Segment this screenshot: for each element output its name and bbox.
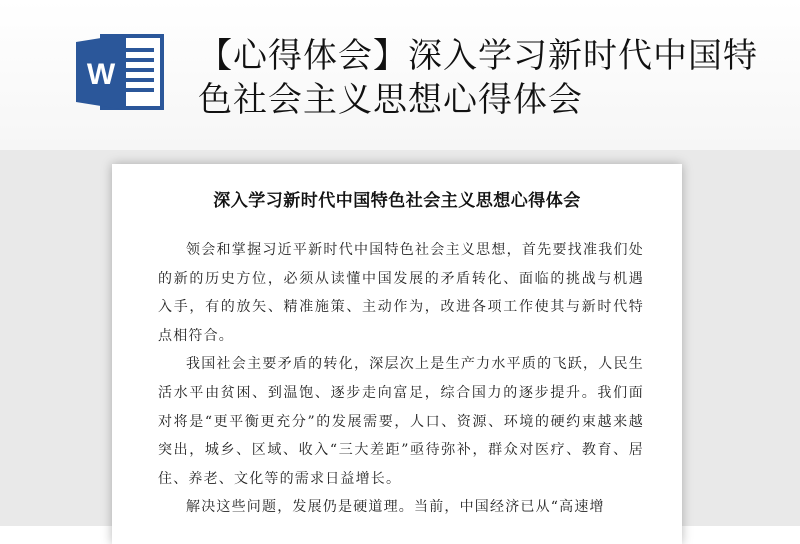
page-title: 【心得体会】深入学习新时代中国特色社会主义思想心得体会: [198, 36, 758, 120]
paragraph: 我国社会主要矛盾的转化，深层次上是生产力水平质的飞跃，人民生活水平由贫困、到温饱、逐步走向富足，综合国力的逐步提升。我们面对将是“更平衡更充分”的发展需要，人口、资源、环境的硬约束越来越突出，城乡、区域、收入“三大差距”亟待弥补，群众对医疗、教育、居住、养老、文化等的需求日益增长。: [158, 356, 644, 487]
document-viewport: [0, 150, 800, 526]
document-body: [158, 236, 644, 522]
paragraph: 解决这些问题，发展仍是硬道理。当前，中国经济已从“高速增: [186, 499, 605, 516]
word-document-icon: [74, 32, 164, 112]
paragraph: 领会和掌握习近平新时代中国特色社会主义思想，首先要找准我们处的新的历史方位，必须从读懂中国发展的矛盾转化、面临的挑战与机遇入手，有的放矢、精准施策、主动作为，改进各项工作使其与新时代特点相符合。: [158, 242, 644, 344]
banner-header: [0, 0, 800, 150]
svg-text:W: W: [86, 58, 116, 91]
document-title: 深入学习新时代中国特色社会主义思想心得体会: [213, 191, 581, 211]
document-page: [112, 164, 682, 544]
